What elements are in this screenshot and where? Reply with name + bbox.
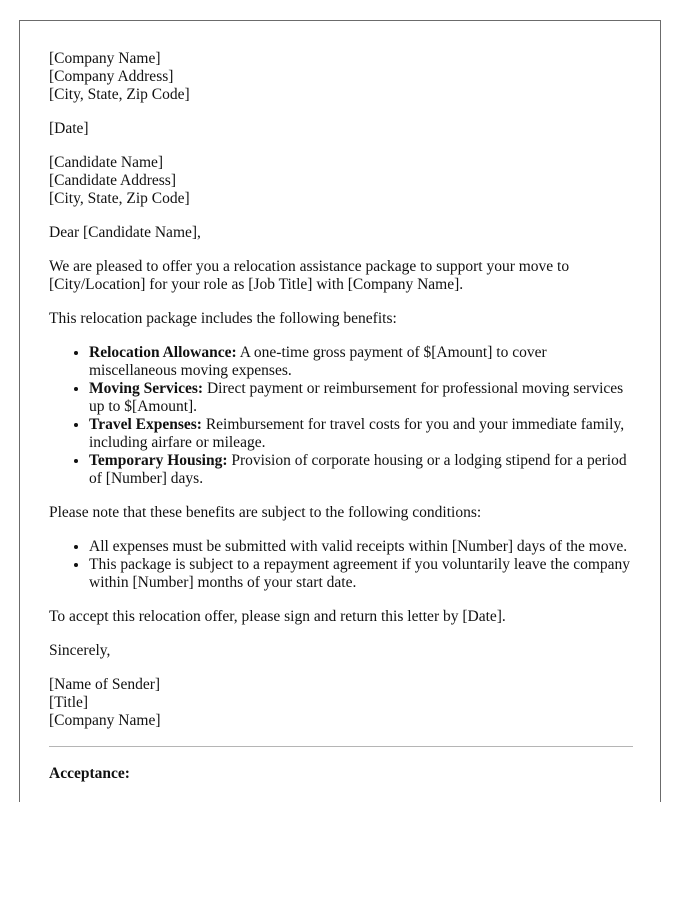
signature-sender-name: [Name of Sender]: [49, 676, 161, 693]
recipient-name: [Candidate Name]: [49, 154, 164, 171]
letter-page: [19, 20, 661, 802]
letter-content: [49, 50, 634, 783]
section-divider: [49, 746, 633, 747]
benefit-text: Provision of corporate housing or a lodging stipend for a period of [Number] days.: [89, 452, 627, 487]
condition-item: • This package is subject to a repayment agreement if you voluntarily leave the company within [Number] months of your start date.: [89, 556, 634, 592]
accept-instruction: To accept this relocation offer, please sign and return this letter by [Date].: [49, 608, 506, 625]
recipient-city-state-zip: [City, State, Zip Code]: [49, 190, 190, 207]
conditions-intro: Please note that these benefits are subject to the following conditions:: [49, 504, 482, 521]
benefit-item: [89, 380, 634, 416]
signature-block: [49, 676, 634, 730]
acceptance-heading: Acceptance:: [49, 765, 130, 782]
salutation: Dear [Candidate Name],: [49, 224, 201, 241]
condition-item: • All expenses must be submitted with valid receipts within [Number] days of the move.: [89, 538, 634, 556]
benefit-item: [89, 416, 634, 452]
closing: Sincerely,: [49, 642, 111, 659]
benefit-title: Moving Services:: [89, 380, 204, 397]
signature-company-name: [Company Name]: [49, 712, 161, 729]
benefit-title: Relocation Allowance:: [89, 344, 237, 361]
benefit-item: [89, 344, 634, 380]
benefit-text: A one-time gross payment of $[Amount] to cover miscellaneous moving expenses.: [89, 344, 547, 379]
sender-address-block: [49, 50, 634, 104]
benefit-title: Temporary Housing:: [89, 452, 228, 469]
benefits-intro: This relocation package includes the following benefits:: [49, 310, 397, 327]
letter-date: [Date]: [49, 120, 89, 137]
signature-title: [Title]: [49, 694, 89, 711]
recipient-address-block: [49, 154, 634, 208]
benefit-item: [89, 452, 634, 488]
benefit-text: Reimbursement for travel costs for you and your immediate family, including airfare or mileage.: [89, 416, 625, 451]
intro-paragraph: We are pleased to offer you a relocation assistance package to support your move to [City/Location] for your role as [Job Title] with [Company Name].: [49, 258, 570, 293]
sender-city-state-zip: [City, State, Zip Code]: [49, 86, 190, 103]
recipient-address: [Candidate Address]: [49, 172, 176, 189]
benefit-text: Direct payment or reimbursement for professional moving services up to $[Amount].: [89, 380, 624, 415]
benefit-title: Travel Expenses:: [89, 416, 202, 433]
conditions-list: [49, 538, 634, 592]
benefits-list: [49, 344, 634, 488]
sender-company-name: [Company Name]: [49, 50, 161, 67]
sender-company-address: [Company Address]: [49, 68, 174, 85]
